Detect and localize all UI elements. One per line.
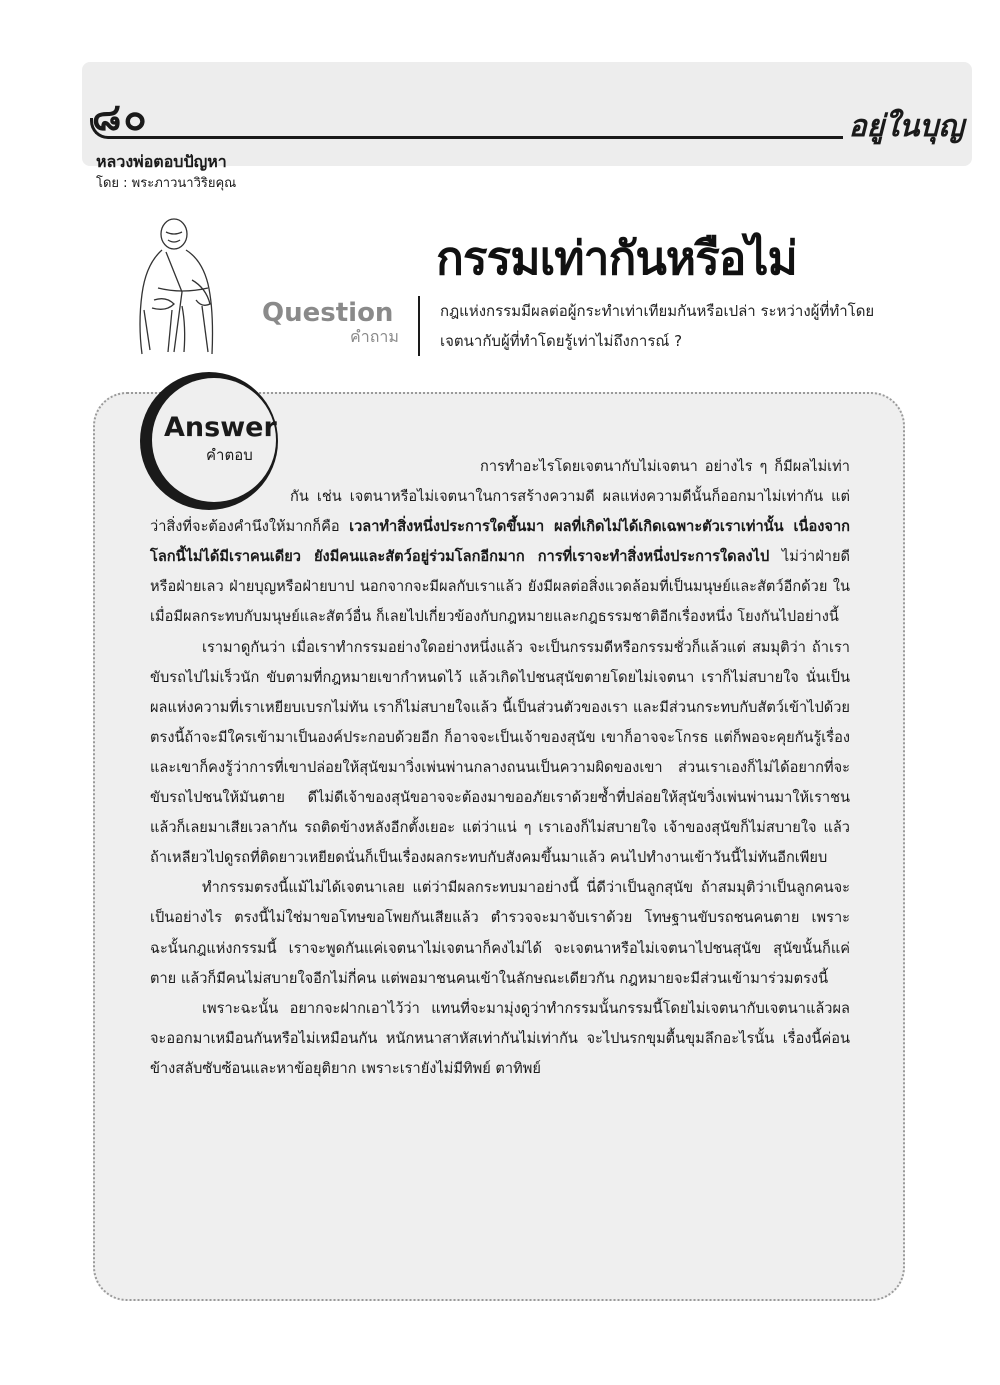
answer-paragraph: เรามาดูกันว่า เมื่อเราทำกรรมอย่างใดอย่างหนึ่งแล้ว จะเป็นกรรมดีหรือกรรมชั่วก็แล้วแต่ สมมุติว่า ถ้าเราขับรถไปไม่เร็วนัก ขับตามที่กฎหมายเขากำหนดไว้ แล้วเกิดไปชนสุนัขตายโดยไม่เจตนา เราก็ไม่สบายใจ นั่นเป็นผลแห่งความที่เราเหยียบเบรกไม่ทัน เราก็ไม่สบายใจแล้ว นี้เป็นส่วนตัวของเรา และมีส่วนกระทบกับสัตว์เข้าไปด้วย ตรงนี้ถ้าจะมีใครเข้ามาเป็นองค์ประกอบด้วยอีก ก็อาจจะเป็นเจ้าของสุนัข เขาก็อาจจะโกรธ แต่ก็พอจะคุยกันรู้เรื่อง และเขาก็คงรู้ว่าการที่เขาปล่อยให้สุนัขมาวิ่งเพ่นพ่านกลางถนนเป็นความผิดของเขา ส่วนเราเองก็ไม่ได้อยากที่จะขับรถไปชนให้มันตาย ดีไม่ดีเจ้าของสุนัขอาจจะต้องมาขออภัยเราด้วยซ้ำที่ปล่อยให้สุนัขวิ่งเพ่นพ่านมาให้เราชน แล้วก็เลยมาเสียเวลากัน รถติดข้างหลังอีกตั้งเยอะ แต่ว่าแน่ ๆ เราเองก็ไม่สบายใจ เจ้าของสุนัขก็ไม่สบายใจ แล้วถ้าเหลียวไปดูรถที่ติดยาวเหยียดนั่นก็เป็นเรื่องผลกระทบกับสังคมขึ้นมาแล้ว คนไปทำงานเข้าวันนี้ไม่ทันอีกเพียบ [150,638,850,867]
question-divider [418,296,420,356]
answer-p1-continuation: ไม่ว่าฝ่ายดีหรือฝ่ายเลว ฝ่ายบุญหรือฝ่ายบาป นอกจากจะมีผลกับเราแล้ว ยังมีผลต่อสิ่งแวดล้อมที่เป็นมนุษย์และสัตว์อีกด้วย ในเมื่อมีผลกระทบกับมนุษย์และสัตว์อื่น ก็เลยไปเกี่ยวข้องกับกฎหมายและกฎธรรมชาติอีกเรื่องหนึ่ง โยงกันไปอย่างนี้ [150,548,850,626]
question-text: กฎแห่งกรรมมีผลต่อผู้กระทำเท่าเทียมกันหรือเปล่า ระหว่างผู้ที่ทำโดยเจตนากับผู้ที่ทำโดยรู้เท่าไม่ถึงการณ์ ? [440,302,875,350]
monk-illustration [132,210,232,360]
answer-paragraph: ทำกรรมตรงนี้แม้ไม่ได้เจตนาเลย แต่ว่ามีผลกระทบมาอย่างนี้ นี่ดีว่าเป็นลูกสุนัข ถ้าสมมุติว่าเป็นลูกคนจะเป็นอย่างไร ตรงนี้ไม่ใช่มาขอโทษขอโพยกันเสียแล้ว ตำรวจจะมาจับเราด้วย โทษฐานขับรถชนคนตาย เพราะฉะนั้นกฎแห่งกรรมนี้ เราจะพูดกันแค่เจตนาไม่เจตนาก็คงไม่ได้ จะเจตนาหรือไม่เจตนาไปชนสุนัข สุนัขนั้นก็แค่ตาย แล้วก็มีคนไม่สบายใจอีกไม่กี่คน แต่พอมาชนคนเข้าในลักษณะเดียวกัน กฎหมายจะมีส่วนเข้ามาร่วมตรงนี้ [150,879,850,987]
answer-p1-emphasis: เวลาทำสิ่งหนึ่งประการใดขึ้นมา ผลที่เกิดไม่ได้เกิดเฉพาะตัวเราเท่านั้น เนื่องจากโลกนี้ไม่ได้มีเราคนเดียว ยังมีคนและสัตว์อยู่ร่วมโลกอีกมาก การที่เราจะทำสิ่งหนึ่งประการใดลงไป [150,518,850,566]
page-number: ๘๐ [92,95,149,139]
magazine-logo: อยู่ในบุญ [843,103,970,150]
question-label-thai: คำถาม [350,327,399,346]
answer-label-thai: คำตอบ [206,446,253,464]
answer-label: Answer [164,412,277,443]
column-title: หลวงพ่อตอบปัญหา [96,152,227,171]
answer-p1-text: การทำอะไรโดยเจตนากับไม่เจตนา อย่างไร ๆ ก็มีผลไม่เท่ากัน เช่น เจตนาหรือไม่เจตนาในการสร้างความดี ผลแห่งความดีนั้นก็ออกมาไม่เท่ากัน แต่ว่าสิ่งที่จะต้องคำนึงให้มากก็คือ [150,458,850,536]
badge-spacer [150,452,290,512]
header-rule [90,118,933,139]
question-label: Question [262,298,394,328]
answer-paragraph: เพราะฉะนั้น อยากจะฝากเอาไว้ว่า แทนที่จะมามุ่งดูว่าทำกรรมนั้นกรรมนี้โดยไม่เจตนากับเจตนาแล้วผลจะออกมาเหมือนกันหรือไม่เหมือนกัน หนักหนาสาหัสเท่ากันไม่เท่ากัน จะไปนรกขุมตื้นขุมลึกอะไรนั้น เรื่องนี้ค่อนข้างสลับซับซ้อนและหาข้อยุติยาก เพราะเรายังไม่มีทิพย์ ตาทิพย์ [150,999,850,1077]
article-title: กรรมเท่ากันหรือไม่ [436,231,797,285]
answer-body [150,452,850,1084]
column-byline: โดย : พระภาวนาวิริยคุณ [96,176,237,191]
